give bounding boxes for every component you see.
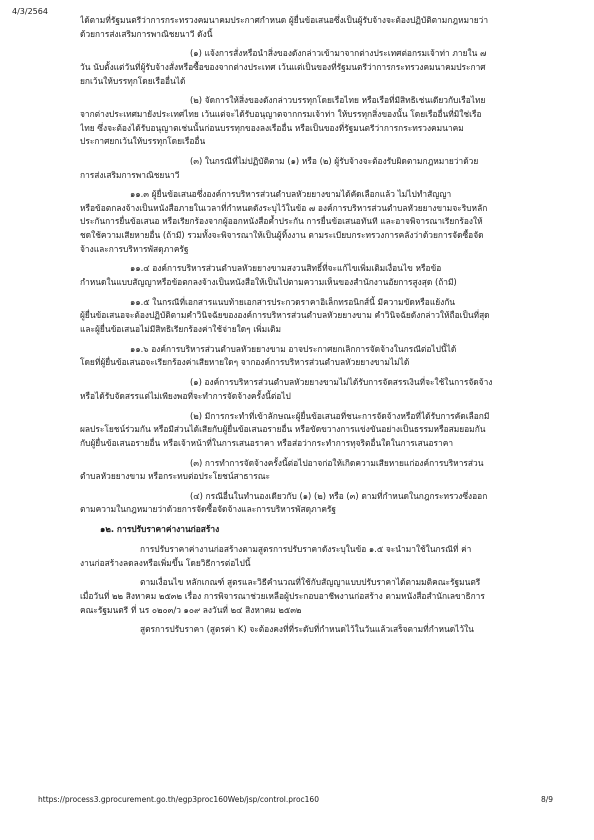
text-line: จากต่างประเทศมายังประเทศไทย เว้นแต่จะได้รับอนุญาตจากกรมเจ้าท่า ให้บรรทุกสิ่งของนั้น โดยเรืออื่นที่มิใช่เรือ: [80, 108, 482, 119]
text-line: ตำบลหัวยยางขาม หรือกระทบต่อประโยชน์สาธารณะ: [80, 471, 270, 482]
text-line: ไทย ซึ่งจะต้องได้รับอนุญาตเช่นนั้นก่อนบรรทุกของลงเรืออื่น หรือเป็นของที่รัฐมนตรีว่าการกระทรวงคมนาคม: [80, 122, 464, 133]
text-line: กับผู้ยื่นข้อเสนอรายอื่น หรือเจ้าหน้าที่ในการเสนอราคา หรือส่อว่ากระทำการทุจริตอื่นใดในการเสนอราคา: [80, 437, 454, 448]
text-line: (๒) มีการกระทำที่เข้าลักษณะผู้ยื่นข้อเสนอที่ชนะการจัดจ้างหรือที่ได้รับการคัดเลือกมี: [190, 410, 490, 421]
text-line: การปรับราคาค่างานก่อสร้างตามสูตรการปรับราคาดังระบุในข้อ ๑.๕ จะนำมาใช้ในกรณีที่ ค่า: [140, 544, 472, 555]
text-line: เมื่อวันที่ ๒๒ สิงหาคม ๒๕๓๒ เรื่อง การพิจารณาช่วยเหลือผู้ประกอบอาชีพงานก่อสร้าง ตามหนังสือสำนักเลขาธิการ: [80, 591, 485, 601]
text-line: โดยที่ผู้ยื่นข้อเสนอจะเรียกร้องค่าเสียหายใดๆ จากองค์การบริหารส่วนตำบลหัวยยางขามไม่ได้: [80, 357, 410, 368]
text-line: และผู้ยื่นข้อเสนอไม่มีสิทธิเรียกร้องค่าใช้จ่ายใดๆ เพิ่มเติม: [80, 324, 282, 334]
text-line: หรือข้อตกลงจ้างเป็นหนังสือภายในเวลาที่กำหนดดังระบุไว้ในข้อ ๗ องค์การบริหารส่วนตำบลหัวยยางขามจะริบหลัก: [80, 202, 488, 213]
text-line: วัน นับตั้งแต่วันที่ผู้รับจ้างสั่งหรือซื้อของจากต่างประเทศ เว้นแต่เป็นของที่รัฐมนตรีว่าการกระทรวงคมนาคมประกาศ: [80, 61, 486, 72]
text-line: (๔) กรณีอื่นในทำนองเดียวกับ (๑) (๒) หรือ (๓) ตามที่กำหนดในกฎกระทรวงซึ่งออก: [190, 490, 488, 501]
text-line: ประกาศยกเว้นให้บรรทุกโดยเรืออื่น: [80, 136, 206, 147]
text-line: ผู้ยื่นข้อเสนอจะต้องปฏิบัติตามคำวินิจฉัยขององค์การบริหารส่วนตำบลหัวยยางขาม คำวินิจฉัยดังกล่าวให้ถือเป็นที่สุด: [80, 310, 490, 321]
text-line: ได้ตามที่รัฐมนตรีว่าการกระทรวงคมนาคมประกาศกำหนด ผู้ยื่นข้อเสนอซึ่งเป็นผู้รับจ้างจะต้องปฏิบัติตามกฎหมายว่า: [80, 15, 489, 25]
paragraph: [80, 543, 540, 570]
text-line: จ้างและการบริหารพัสดุภาครัฐ: [80, 243, 189, 254]
text-line: สูตรการปรับราคา (สูตรค่า K) จะต้องคงที่ที่ระดับที่กำหนดไว้ในวันแล้วเสร็จตามที่กำหนดไว้ใน: [140, 624, 474, 635]
text-line: ตามความในกฎหมายว่าด้วยการจัดซื้อจัดจ้างและการบริหารพัสดุภาครัฐ: [80, 504, 337, 515]
section-heading: [80, 523, 540, 537]
paragraph: [80, 296, 540, 337]
paragraph: [80, 262, 540, 289]
paragraph: [80, 376, 540, 403]
text-line: (๑) องค์การบริหารส่วนตำบลหัวยยางขามไม่ได้รับการจัดสรรเงินที่จะใช้ในการจัดจ้าง: [190, 377, 493, 388]
text-line: (๒) จัดการให้สิ่งของดังกล่าวบรรทุกโดยเรือไทย หรือเรือที่มีสิทธิเช่นเดียวกับเรือไทย: [190, 95, 486, 106]
paragraph: [80, 14, 540, 41]
page-number: 8/9: [541, 795, 554, 804]
text-line: การส่งเสริมการพาณิชยนาวี: [80, 169, 180, 180]
paragraph: [80, 343, 540, 370]
paragraph: [80, 576, 540, 617]
paragraph: [80, 623, 540, 637]
paragraph: [80, 155, 540, 182]
paragraph: [80, 490, 540, 517]
footer-url-link[interactable]: https://process3.gprocurement.go.th/egp3proc160Web/jsp/control.proc160: [38, 795, 319, 804]
paragraph: [80, 188, 540, 256]
text-line: ชดใช้ความเสียหายอื่น (ถ้ามี) รวมทั้งจะพิจารณาให้เป็นผู้ทิ้งงาน ตามระเบียบกระทรวงการคลังว่าด้วยการจัดซื้อจัด: [80, 230, 484, 241]
document-body: [80, 14, 540, 643]
text-line: (๓) การทำการจัดจ้างครั้งนี้ต่อไปอาจก่อให้เกิดความเสียหายแก่องค์การบริหารส่วน: [190, 457, 484, 468]
text-line: ๑๑.๔ องค์การบริหารส่วนตำบลหัวยยางขามสงวนสิทธิ์ที่จะแก้ไขเพิ่มเติมเงื่อนไข หรือข้อ: [130, 263, 442, 274]
print-date: 4/3/2564: [12, 7, 48, 16]
text-line: ๑๑.๓ ผู้ยื่นข้อเสนอซึ่งองค์การบริหารส่วนตำบลหัวยยางขามได้คัดเลือกแล้ว ไม่ไปทำสัญญา: [130, 189, 452, 200]
text-line: คณะรัฐมนตรี ที่ นร ๐๒๐๓/ว ๑๐๙ ลงวันที่ ๒๔ สิงหาคม ๒๕๓๒: [80, 604, 302, 615]
text-line: ๑๒. การปรับราคาค่างานก่อสร้าง: [100, 524, 220, 535]
text-line: ด้วยการส่งเสริมการพาณิชยนาวี ดังนี้: [80, 28, 213, 39]
text-line: ยกเว้นให้บรรทุกโดยเรืออื่นได้: [80, 75, 186, 86]
text-line: ผลประโยชน์ร่วมกัน หรือมีส่วนได้เสียกับผู้ยื่นข้อเสนอรายอื่น หรือขัดขวางการแข่งขันอย่างเป็นธรรมหรือสมยอมกัน: [80, 424, 486, 435]
paragraph: [80, 410, 540, 451]
text-line: ตามเงื่อนไข หลักเกณฑ์ สูตรและวิธีคำนวณที่ใช้กับสัญญาแบบปรับราคาได้ตามมติคณะรัฐมนตรี: [140, 577, 481, 588]
text-line: ๑๑.๖ องค์การบริหารส่วนตำบลหัวยยางขาม อาจประกาศยกเลิกการจัดจ้างในกรณีต่อไปนี้ได้: [130, 343, 457, 354]
text-line: (๑) แจ้งการสั่งหรือนำสิ่งของดังกล่าวเข้ามาจากต่างประเทศต่อกรมเจ้าท่า ภายใน ๗: [190, 48, 487, 59]
text-line: หรือได้รับจัดสรรแต่ไม่เพียงพอที่จะทำการจัดจ้างครั้งนี้ต่อไป: [80, 390, 291, 401]
text-line: งานก่อสร้างลดลงหรือเพิ่มขึ้น โดยวิธีการต่อไปนี้: [80, 557, 251, 568]
paragraph: [80, 94, 540, 148]
text-line: ประกันการยื่นข้อเสนอ หรือเรียกร้องจากผู้ออกหนังสือค้ำประกัน การยื่นข้อเสนอทันที และอาจพิจารณาเรียกร้องให้: [80, 216, 483, 227]
text-line: ๑๑.๕ ในกรณีที่เอกสารแนบท้ายเอกสารประกวดราคาอิเล็กทรอนิกส์นี้ มีความขัดหรือแย้งกัน: [130, 296, 456, 307]
text-line: กำหนดในแบบสัญญาหรือข้อตกลงจ้างเป็นหนังสือให้เป็นไปตามความเห็นของสำนักงานอัยการสูงสุด (ถ้ามี): [80, 277, 457, 288]
text-line: (๓) ในกรณีที่ไม่ปฏิบัติตาม (๑) หรือ (๒) ผู้รับจ้างจะต้องรับผิดตามกฎหมายว่าด้วย: [190, 155, 479, 166]
paragraph: [80, 47, 540, 88]
paragraph: [80, 457, 540, 484]
